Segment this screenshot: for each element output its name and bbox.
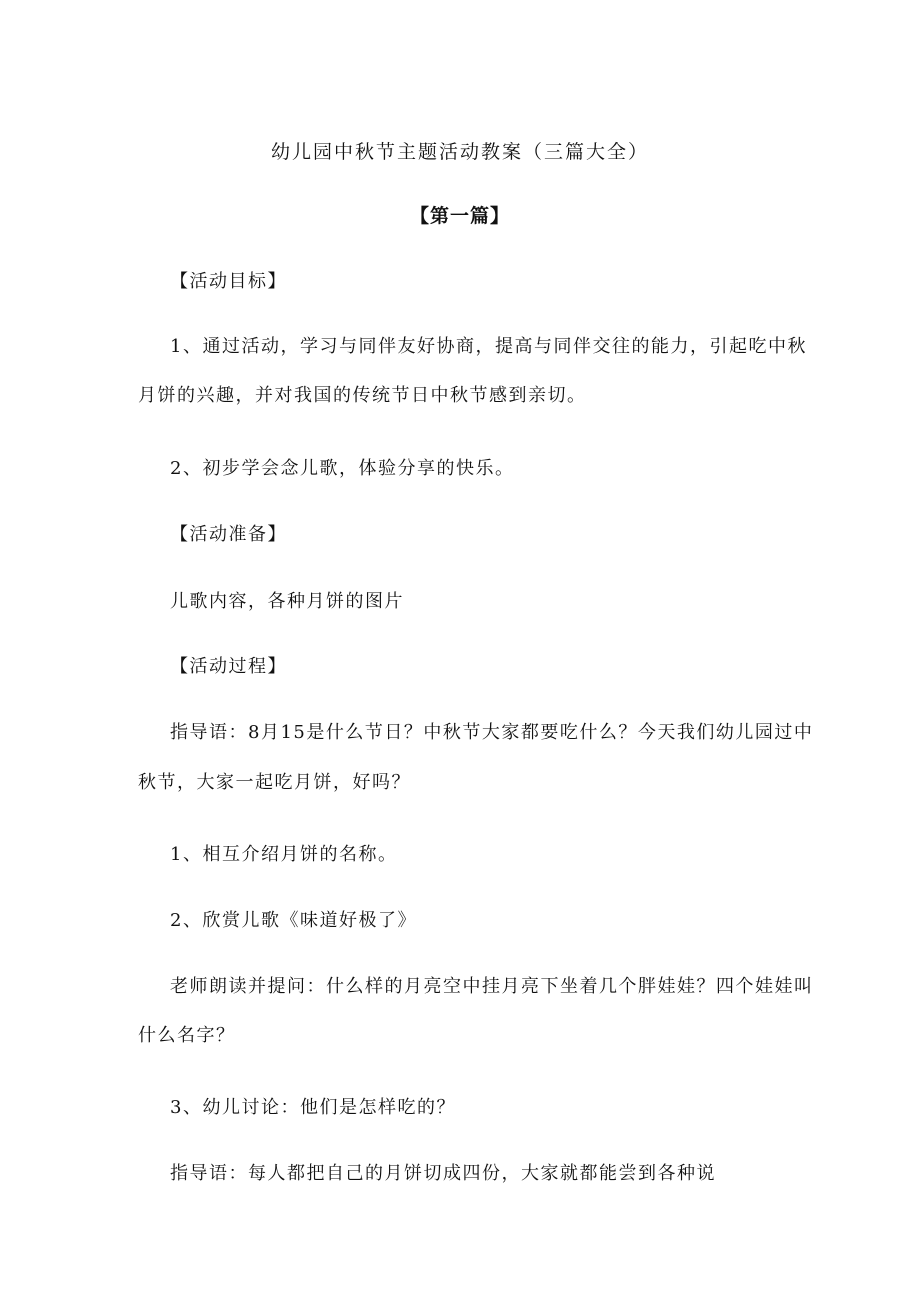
paragraph-line: 月饼的兴趣，并对我国的传统节日中秋节感到亲切。 (138, 385, 587, 406)
heading-activity-preparation: 【活动准备】 (170, 524, 287, 545)
paragraph-line: 老师朗读并提问：什么样的月亮空中挂月亮下坐着几个胖娃娃？四个娃娃叫 (170, 976, 814, 997)
section-heading: 【第一篇】 (409, 205, 510, 227)
paragraph-line: 2、初步学会念儿歌，体验分享的快乐。 (170, 458, 515, 479)
paragraph-line: 1、相互介绍月饼的名称。 (170, 844, 398, 865)
paragraph-line: 1、通过活动，学习与同伴友好协商，提高与同伴交往的能力，引起吃中秋 (170, 336, 807, 357)
paragraph-line: 什么名字？ (138, 1025, 236, 1046)
paragraph-line: 秋节，大家一起吃月饼，好吗？ (138, 772, 411, 793)
heading-activity-process: 【活动过程】 (170, 656, 287, 677)
paragraph-line: 儿歌内容，各种月饼的图片 (170, 591, 404, 612)
document-title: 幼儿园中秋节主题活动教案（三篇大全） (270, 141, 649, 163)
paragraph-line: 指导语：8月15是什么节日？中秋节大家都要吃什么？今天我们幼儿园过中 (170, 722, 814, 743)
paragraph-line: 3、幼儿讨论：他们是怎样吃的？ (170, 1097, 456, 1118)
paragraph-line: 指导语：每人都把自己的月饼切成四份，大家就都能尝到各种说 (170, 1163, 716, 1184)
paragraph-line: 2、欣赏儿歌《味道好极了》 (170, 910, 417, 931)
heading-activity-goals: 【活动目标】 (170, 271, 287, 292)
